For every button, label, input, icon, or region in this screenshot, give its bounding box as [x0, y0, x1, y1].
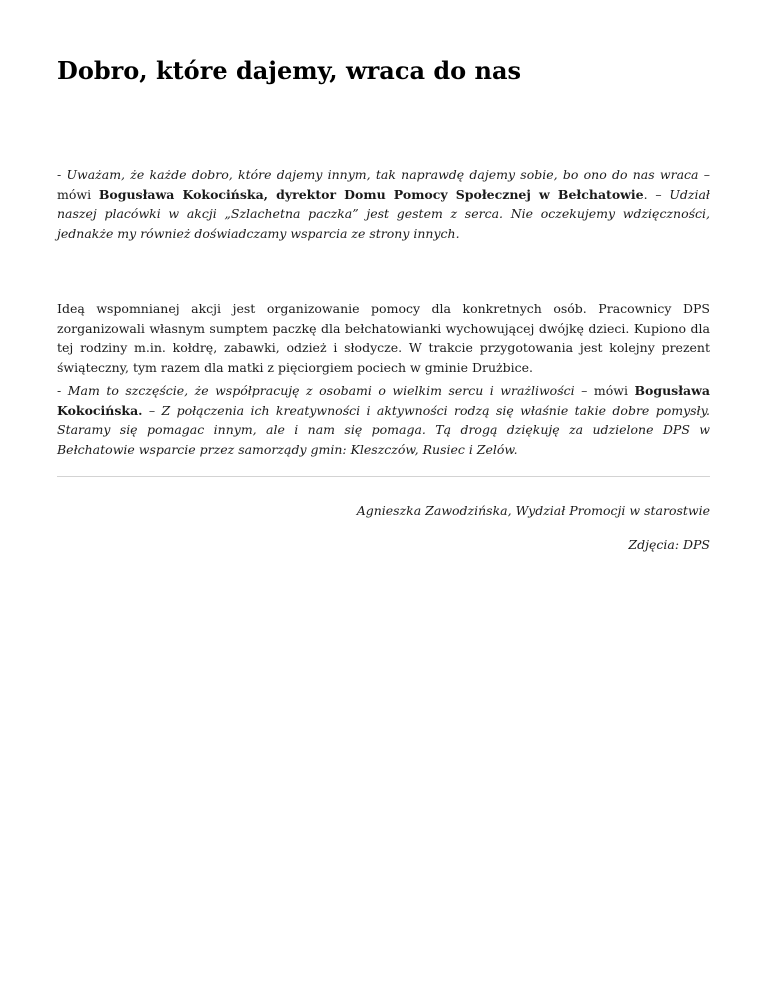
quote-1-says: mówi — [57, 186, 99, 202]
quote-2-speaker: Bogusława Kokocińska. — [57, 383, 710, 418]
quote-2-opening: - Mam to szczęście, że współpracuję z osobami o wielkim sercu i wrażliwości – — [57, 383, 594, 398]
quote-paragraph-1 — [57, 165, 710, 243]
quote-2-closing: – Z połączenia ich kreatywności i aktywności rodzą się właśnie takie dobre pomysły. Staramy się pomagac innym, ale i nam się pomaga. Tą drogą dziękuję za udzielone DPS w Bełchatowie wsparcie przez samorządy gmin: Kleszczów, Rusiec i Zelów. — [57, 402, 710, 457]
quote-1-opening: - Uważam, że każde dobro, które dajemy innym, tak naprawdę dajemy sobie, bo ono do nas wraca – — [57, 167, 710, 182]
quote-1-closing: – Udział naszej placówki w akcji „Szlachetna paczka” jest gestem z serca. Nie oczekujemy wdzięczności, jednakże my również doświadczamy wsparcia ze strony innych. — [57, 186, 710, 241]
divider — [57, 476, 710, 477]
quote-2-says: mówi — [593, 383, 635, 398]
photo-credit: Zdjęcia: DPS — [628, 537, 710, 552]
author-credit: Agnieszka Zawodzińska, Wydział Promocji w starostwie — [356, 503, 710, 518]
quote-1-dot: . — [643, 186, 648, 202]
body-paragraph: Ideą wspomnianej akcji jest organizowanie pomocy dla konkretnych osób. Pracownicy DPS zorganizowali własnym sumptem paczkę dla bełchatowianki wychowującej dwójkę dzieci. Kupiono dla tej rodziny m.in. kołdrę, zabawki, odzież i słodycze. W trakcie przygotowania jest kolejny prezent świąteczny, tym razem dla matki z pięciorgiem pociech w gminie Drużbice. — [57, 301, 710, 375]
quote-paragraph-2 — [57, 381, 710, 459]
article-title: Dobro, które dajemy, wraca do nas — [57, 56, 522, 85]
quote-1-speaker: Bogusława Kokocińska, dyrektor Domu Pomocy Społecznej w Bełchatowie — [98, 186, 644, 202]
